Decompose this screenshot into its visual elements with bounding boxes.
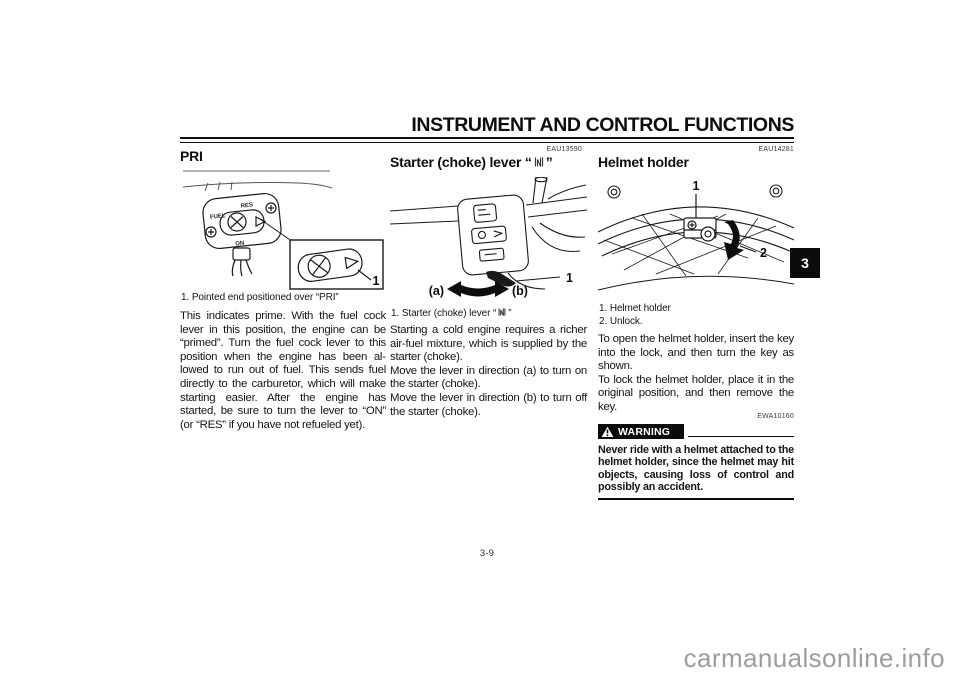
helmet-body-text [598, 333, 794, 415]
chapter-tab [790, 248, 820, 278]
choke-section-code: EAU13590 [546, 146, 582, 153]
helmet-holder-bracket [684, 218, 716, 241]
helmet-figure-caption [599, 303, 794, 329]
choke-caption-close-quote: ” [508, 308, 512, 319]
helmet-caption-2: 2. Unlock. [599, 316, 643, 327]
fuel-cock-label-on: ON [235, 240, 245, 248]
helmet-holder-figure [598, 178, 794, 300]
fuel-cock-label-fuel: FUEL [209, 213, 227, 221]
choke-symbol-icon [498, 307, 506, 317]
section-title-choke [390, 154, 553, 170]
figure-callout-1: 1 [372, 274, 380, 288]
pri-figure-caption: 1. Pointed end positioned over “PRI” [181, 292, 339, 303]
pri-body-text: This indicates prime. With the fuel cock lever in this position, the engine can be “primed”. Turn the fuel cock lever to this position when the engine has been allowed to run out of fuel. This sends fuel directly to the carburetor, which will make starting easier. After the engine has started, be sure to turn the lever to “ON” (or “RES” if you have not refueled yet). [180, 310, 386, 431]
choke-figure-caption [391, 307, 587, 319]
choke-paragraph: Move the lever in direction (b) to turn off the starter (choke). [390, 391, 587, 418]
header-double-rule [180, 137, 794, 143]
helmet-paragraph: To open the helmet holder, insert the key into the lock, and then turn the key as shown. [598, 333, 794, 373]
warning-triangle-icon [601, 426, 614, 438]
section-title-pri: PRI [180, 148, 203, 164]
watermark: carmanualsonline.info [683, 643, 945, 673]
direction-label-a: (a) [428, 284, 444, 298]
choke-title-text: Starter (choke) lever “ [390, 154, 532, 170]
warning-text: Never ride with a helmet attached to the helmet holder, since the helmet may hit objects, causing loss of control and possibly an accident. [598, 444, 794, 493]
helmet-caption-1: 1. Helmet holder [599, 303, 671, 314]
choke-body-text [390, 324, 587, 419]
inset-detail-box [290, 240, 383, 289]
choke-paragraph: Starting a cold engine requires a richer air-fuel mixture, which is supplied by the starter (choke). [390, 324, 587, 364]
figure-callout-2: 2 [760, 246, 767, 260]
helmet-section-code: EAU14281 [758, 146, 794, 153]
warning-label: WARNING [618, 425, 671, 438]
bike-frame-lines [183, 182, 332, 191]
page-header-title: INSTRUMENT AND CONTROL FUNCTIONS [411, 114, 794, 136]
figure-callout-1: 1 [566, 271, 573, 285]
choke-caption-text: 1. Starter (choke) lever “ [391, 308, 497, 319]
fuel-cock-figure [180, 166, 386, 292]
page-number: 3-9 [479, 548, 495, 559]
direction-label-b: (b) [512, 284, 528, 298]
warning-label-box [598, 424, 684, 439]
section-title-helmet: Helmet holder [598, 154, 689, 170]
warning-code: EWA10160 [757, 413, 794, 420]
helmet-paragraph: To lock the helmet holder, place it in the original position, and then remove the key. [598, 373, 794, 413]
choke-paragraph: Move the lever in direction (a) to turn on the starter (choke). [390, 364, 587, 391]
choke-title-close-quote: ” [545, 154, 553, 170]
choke-symbol-icon [534, 156, 544, 168]
figure-callout-1: 1 [692, 179, 700, 193]
choke-lever-figure [390, 177, 587, 305]
callout-1-leader [516, 277, 560, 281]
warning-rule [688, 436, 794, 437]
chapter-tab-number: 3 [801, 255, 809, 271]
fuel-cock-label-res: RES [240, 202, 254, 210]
section-end-rule [598, 498, 794, 500]
